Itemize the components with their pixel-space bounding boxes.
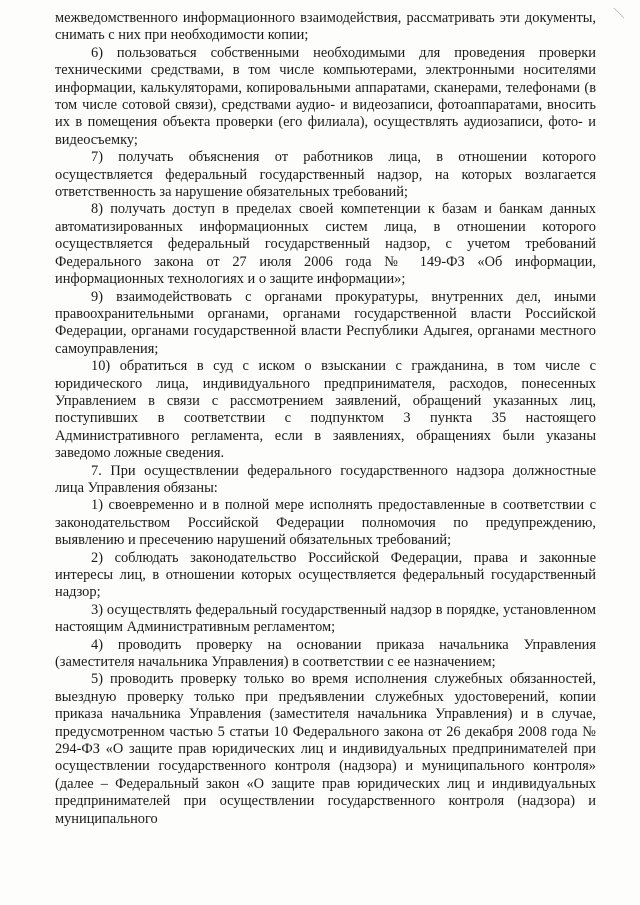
scan-mark — [612, 6, 626, 20]
paragraph: 7) получать объяснения от работников лица, в отношении которого осуществляется федеральный государственный надзор, на которых возлагается ответственность за нарушение обязательных требований; — [55, 149, 596, 201]
document-body — [55, 10, 596, 828]
paragraph: 6) пользоваться собственными необходимыми для проведения проверки техническими средствами, в том числе компьютерами, электронными носителями информации, калькуляторами, копировальными аппаратами, сканерами, телефонами (в том числе сотовой связи), средствами аудио- и видеозаписи, фотоаппаратами, вносить их в помещения объекта проверки (его филиала), осуществлять аудиозаписи, фото- и видеосъемку; — [55, 44, 596, 148]
paragraph: 3) осуществлять федеральный государственный надзор в порядке, установленном настоящим Административным регламентом; — [55, 601, 596, 636]
paragraph: 4) проводить проверку на основании приказа начальника Управления (заместителя начальника Управления) в соответствии с ее назначением; — [55, 636, 596, 671]
paragraph: 5) проводить проверку только во время исполнения служебных обязанностей, выездную проверку только при предъявлении служебных удостоверений, копии приказа начальника Управления (заместителя начальника Управления) и в случае, предусмотренном частью 5 статьи 10 Федерального закона от 26 декабря 2008 года № 294-ФЗ «О защите прав юридических лиц и индивидуальных предпринимателей при осуществлении государственного контроля (надзора) и муниципального контроля» (далее – Федеральный закон «О защите прав юридических лиц и индивидуальных предпринимателей при осуществлении государственного контроля (надзора) и муниципального — [55, 671, 596, 827]
paragraph: 1) своевременно и в полной мере исполнять предоставленные в соответствии с законодательством Российской Федерации полномочия по предупреждению, выявлению и пресечению нарушений обязательных требований; — [55, 497, 596, 549]
paragraph: 9) взаимодействовать с органами прокуратуры, внутренних дел, иными правоохранительными органами, органами государственной власти Российской Федерации, органами государственной власти Республики Адыгея, органами местного самоуправления; — [55, 288, 596, 357]
paragraph: 2) соблюдать законодательство Российской Федерации, права и законные интересы лиц, в отношении которых осуществляется федеральный государственный надзор; — [55, 549, 596, 601]
paragraph: 8) получать доступ в пределах своей компетенции к базам и банкам данных автоматизированных информационных систем лица, в отношении которого осуществляется федеральный государственный надзор, с учетом требований Федерального закона от 27 июля 2006 года № 149-ФЗ «Об информации, информационных технологиях и о защите информации»; — [55, 201, 596, 288]
paragraph: 7. При осуществлении федерального государственного надзора должностные лица Управления обязаны: — [55, 462, 596, 496]
paragraph: 10) обратиться в суд с иском о взыскании с гражданина, в том числе с юридического лица, индивидуального предпринимателя, расходов, понесенных Управлением в связи с рассмотрением заявлений, обращений указанных лиц, поступивших в соответствии с подпунктом 3 пункта 35 настоящего Административного регламента, если в заявлениях, обращениях были указаны заведомо ложные сведения. — [55, 358, 596, 462]
paragraph: межведомственного информационного взаимодействия, рассматривать эти документы, снимать с них при необходимости копии; — [55, 10, 596, 44]
